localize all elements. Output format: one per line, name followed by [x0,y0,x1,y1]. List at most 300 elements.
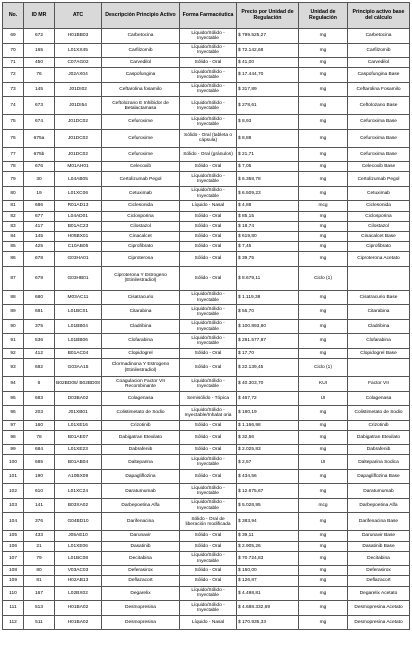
cell-forma: Líquido/Sólido - Inyectable [180,68,237,83]
cell-principio-base: Degarelix Acetato [348,586,410,601]
cell-forma: Sólido - Oral [180,359,237,377]
cell-id-mr: 376 [24,513,55,531]
cell-forma: Líquido/Sólido - Inyectable [180,97,237,115]
cell-precio: $ 40.303,70 [237,377,299,392]
cell-principio-base: Cetuximab [348,186,410,201]
cell-no: 69 [3,29,24,44]
cell-id-mr: 425 [24,242,55,252]
cell-principio-base [348,266,410,290]
cell-no: 107 [3,551,24,566]
cell-principio-activo: Cefuroxime [102,129,180,147]
cell-id-mr: 511 [24,615,55,630]
cell-id-mr: 21 [24,541,55,551]
cell-forma: Líquido/Sólido - Inyectable [180,484,237,499]
cell-principio-base: Darunavir Base [348,531,410,541]
table-row [3,406,410,421]
cell-forma: Sólido - Oral [180,266,237,290]
cell-atc: A10BX09 [55,469,102,484]
cell-id-mr: 679 [24,266,55,290]
cell-unidad: mg [299,348,348,358]
cell-precio: $ 150,00 [237,566,299,576]
cell-principio-activo: Clormadinona Y Estrogeno (Etinilestradiol) [102,359,180,377]
cell-unidad: mg [299,43,348,58]
cell-id-mr: 167 [24,586,55,601]
cell-atc: G04BD10 [55,513,102,531]
cell-id-mr: 375 [24,319,55,334]
cell-precio: $ 70.724,83 [237,551,299,566]
table-row [3,97,410,115]
cell-atc: J01DC02 [55,115,102,130]
cell-unidad: mg [299,211,348,221]
cell-principio-base: Crizotinib [348,420,410,430]
cell-atc: L01BB04 [55,319,102,334]
cell-unidad: mg [299,82,348,97]
cell-precio: $ 6.358,78 [237,172,299,187]
table-row [3,391,410,406]
cell-no: 104 [3,513,24,531]
table-row [3,231,410,241]
cell-precio: $ 17,70 [237,348,299,358]
cell-forma: Líquido/Sólido - Inyectable [180,586,237,601]
cell-atc: L01XX45 [55,43,102,58]
cell-unidad: mg [299,334,348,349]
cell-unidad: mg [299,29,348,44]
cell-precio: $ 39,75 [237,252,299,267]
cell-principio-base: Cilostazol [348,221,410,231]
cell-forma: Sólido - Oral (tableta o cápsula) [180,129,237,147]
cell-principio-base: Desmopresina Acetato [348,601,410,616]
cell-principio-base: Dasatinib Base [348,541,410,551]
table-row [3,445,410,455]
cell-forma: Líquido/Sólido - Inyectable [180,455,237,470]
table-row [3,147,410,162]
cell-id-mr: 190 [24,469,55,484]
cell-precio: $ 619,80 [237,231,299,241]
cell-forma: Líquido - Nasal [180,201,237,211]
cell-principio-activo: Dalteparina [102,455,180,470]
cell-principio-activo: Cisatracurio [102,290,180,305]
table-body [3,29,410,630]
cell-atc: B01AC04 [55,348,102,358]
cell-precio: $ 2.905,26 [237,541,299,551]
cell-principio-base: Cisatracurio Base [348,290,410,305]
cell-principio-base: Colistimetato de Sodio [348,406,410,421]
cell-id-mr: 412 [24,348,55,358]
cell-unidad: mg [299,305,348,320]
cell-atc: B01AC23 [55,221,102,231]
cell-unidad: mg [299,430,348,445]
cell-unidad: mg [299,147,348,162]
cell-unidad: mg [299,172,348,187]
cell-atc: J02AX04 [55,68,102,83]
table-row [3,82,410,97]
cell-principio-base: Darbepoetina Alfa [348,498,410,513]
cell-no: 80 [3,186,24,201]
cell-atc: G03HB01 [55,266,102,290]
table-row [3,348,410,358]
cell-forma: Líquido/Sólido - Inyectable [180,29,237,44]
cell-principio-activo: Carvedilol [102,58,180,68]
col-header-forma-farmaceutica: Forma Farmacéutica [180,3,237,29]
table-row [3,58,410,68]
cell-id-mr: 682 [24,359,55,377]
cell-precio: $ 317,89 [237,82,299,97]
cell-principio-base: Cefuroxima Base [348,129,410,147]
cell-no: 95 [3,391,24,406]
cell-precio: $ 291.577,87 [237,334,299,349]
cell-precio: $ 170.935,33 [237,615,299,630]
cell-precio: $ 1.119,38 [237,290,299,305]
cell-principio-base: Ciproterona Acetato [348,252,410,267]
cell-principio-activo: Clopidogrel [102,348,180,358]
cell-no: 106 [3,541,24,551]
cell-no: 98 [3,430,24,445]
cell-forma: Líquido/Sólido - Inyectable [180,334,237,349]
cell-principio-base: Carvedilol [348,58,410,68]
cell-atc: J01DC02 [55,129,102,147]
table-row [3,513,410,531]
cell-id-mr: 684 [24,445,55,455]
cell-atc: C07AG02 [55,58,102,68]
cell-principio-base: Desmopresina Acetato [348,615,410,630]
cell-principio-activo: Cinacalcet [102,231,180,241]
cell-id-mr: 78 [24,430,55,445]
cell-atc: J01DI54 [55,97,102,115]
cell-principio-activo: Darifenacina [102,513,180,531]
cell-unidad: mg [299,601,348,616]
cell-atc: B01AE07 [55,430,102,445]
cell-id-mr: 80 [24,566,55,576]
cell-precio: $ 2.025,83 [237,445,299,455]
cell-principio-activo: Cefuroxime [102,115,180,130]
cell-principio-base: Colagenasa [348,391,410,406]
cell-principio-activo: Dasatinib [102,541,180,551]
table-row [3,359,410,377]
table-row [3,221,410,231]
cell-forma: Sólido - Oral [180,58,237,68]
cell-principio-activo: Dabigatran Etexilato [102,430,180,445]
cell-atc: M01AH01 [55,162,102,172]
cell-forma: Sólido - Oral [180,162,237,172]
cell-id-mr: 610 [24,484,55,499]
cell-id-mr: 675b [24,147,55,162]
cell-forma: Líquido/Sólido - Inyectable [180,172,237,187]
table-row [3,455,410,470]
cell-no: 91 [3,334,24,349]
cell-forma: Sólido - Oral [180,242,237,252]
table-row [3,601,410,616]
table-row [3,252,410,267]
cell-principio-activo: Crizotinib [102,420,180,430]
table-row [3,162,410,172]
cell-precio: $ 383,94 [237,513,299,531]
cell-principio-base [348,359,410,377]
cell-atc: R01AD13 [55,201,102,211]
cell-id-mr: 160 [24,420,55,430]
cell-unidad: Ciclo (1) [299,359,348,377]
cell-atc: L04AB05 [55,172,102,187]
table-row [3,430,410,445]
cell-forma: Líquido/Sólido - Inyectable [180,377,237,392]
cell-id-mr: 686 [24,201,55,211]
cell-forma: Sólido - Oral [180,430,237,445]
cell-forma: Líquido/Sólido - Inyectable [180,43,237,58]
cell-principio-activo: Ceftarolina fosamilo [102,82,180,97]
cell-no: 88 [3,290,24,305]
cell-no: 74 [3,97,24,115]
cell-precio: $ 55,70 [237,305,299,320]
cell-no: 94 [3,377,24,392]
table-row [3,68,410,83]
cell-atc: J01XB01 [55,406,102,421]
cell-precio: $ 7,05 [237,162,299,172]
cell-principio-base: Cladribina [348,319,410,334]
cell-forma: Sólido - Oral [180,231,237,241]
cell-atc: L01BB06 [55,334,102,349]
cell-unidad: mcg [299,201,348,211]
cell-principio-activo: Desmopresina [102,615,180,630]
cell-principio-base: Caspofungina Base [348,68,410,83]
cell-principio-activo: Carfilzomib [102,43,180,58]
cell-no: 112 [3,615,24,630]
cell-id-mr: 680 [24,290,55,305]
cell-principio-activo: Dapagliflozina [102,469,180,484]
cell-forma: Sólido - Oral [180,531,237,541]
cell-precio: $ 126,87 [237,576,299,586]
cell-principio-base: Ciclosporina [348,211,410,221]
cell-id-mr: 203 [24,406,55,421]
cell-principio-base: Deferasirox [348,566,410,576]
cell-precio: $ 799.525,27 [237,29,299,44]
cell-principio-base: Daratumumab [348,484,410,499]
cell-precio: $ 18,74 [237,221,299,231]
table-row [3,541,410,551]
cell-precio: $ 5.028,95 [237,498,299,513]
table-row [3,531,410,541]
cell-principio-activo: Ciproterona [102,252,180,267]
cell-no: 99 [3,445,24,455]
cell-id-mr: 417 [24,221,55,231]
table-row [3,576,410,586]
cell-atc: H02AB13 [55,576,102,586]
price-regulation-table [2,2,410,630]
cell-no: 97 [3,420,24,430]
cell-principio-activo: Decitabina [102,551,180,566]
cell-no: 93 [3,359,24,377]
cell-no: 100 [3,455,24,470]
cell-unidad: mg [299,615,348,630]
col-header-unidad: Unidad de Regulación [299,3,348,29]
cell-id-mr: 674 [24,115,55,130]
table-row [3,290,410,305]
cell-no: 109 [3,576,24,586]
cell-unidad: mg [299,469,348,484]
cell-atc: J05AE10 [55,531,102,541]
cell-precio: $ 4.688.332,69 [237,601,299,616]
table-row [3,334,410,349]
cell-principio-activo: Cilostazol [102,221,180,231]
cell-principio-activo: Deferasirox [102,566,180,576]
cell-principio-base: Deflazacort [348,576,410,586]
cell-forma: Sólido - Oral (gránulos) [180,147,237,162]
cell-principio-base: Clofarabina [348,334,410,349]
cell-principio-activo: Darbepoetina Alfa [102,498,180,513]
cell-principio-activo: Carbetocina [102,29,180,44]
cell-principio-activo: Cefuroxime [102,147,180,162]
cell-atc: L01XC06 [55,186,102,201]
cell-id-mr: 76 [24,68,55,83]
cell-forma: Sólido - Oral [180,221,237,231]
table-row [3,420,410,430]
cell-principio-base: Clopidogrel Base [348,348,410,358]
cell-atc: H01BA02 [55,615,102,630]
cell-id-mr: 513 [24,601,55,616]
cell-atc: L04AD01 [55,211,102,221]
cell-principio-activo: Ciclesonida [102,201,180,211]
cell-id-mr: 145 [24,231,55,241]
cell-unidad: mg [299,68,348,83]
cell-principio-base: Celecoxib Base [348,162,410,172]
cell-principio-activo: Ceftolozano E Inhibidor de Betalactamasa [102,97,180,115]
cell-forma: Sólido - Oral de liberación modificada [180,513,237,531]
cell-precio: $ 72.142,68 [237,43,299,58]
cell-no: 81 [3,201,24,211]
cell-id-mr: 19 [24,186,55,201]
cell-no: 108 [3,566,24,576]
cell-precio: $ 1.166,98 [237,420,299,430]
cell-atc: B02BD05/ B02BD08 [55,377,102,392]
cell-no: 92 [3,348,24,358]
cell-precio: $ 180,19 [237,406,299,421]
cell-forma: Sólido - Oral [180,541,237,551]
cell-forma: Sólido - Oral [180,469,237,484]
cell-atc: L02BX02 [55,586,102,601]
cell-precio: $ 32,56 [237,430,299,445]
cell-atc: J01DI02 [55,82,102,97]
cell-no: 82 [3,211,24,221]
cell-forma: Sólido - Oral [180,211,237,221]
cell-forma: Líquido/Sólido - Inyectable/Inhalat oria [180,406,237,421]
cell-no: 102 [3,484,24,499]
cell-unidad: mg [299,445,348,455]
cell-principio-base: Dapagliflozina Base [348,469,410,484]
cell-principio-base: Certolizumab Pegol [348,172,410,187]
col-header-no: No. [3,3,24,29]
cell-unidad: mg [299,115,348,130]
cell-atc: H01BB03 [55,29,102,44]
cell-id-mr: 141 [24,498,55,513]
cell-unidad: mg [299,541,348,551]
table-row [3,305,410,320]
cell-no: 103 [3,498,24,513]
cell-unidad: mg [299,162,348,172]
cell-id-mr: 433 [24,531,55,541]
cell-no: 71 [3,58,24,68]
cell-atc: L01BC08 [55,551,102,566]
cell-unidad: mg [299,420,348,430]
cell-precio: $ 278,61 [237,97,299,115]
cell-precio: $ 467,72 [237,391,299,406]
cell-unidad: mg [299,231,348,241]
cell-forma: Sólido - Oral [180,420,237,430]
cell-principio-base: Cefuroxima Base [348,147,410,162]
cell-principio-activo: Citarabina [102,305,180,320]
cell-forma: Sólido - Oral [180,566,237,576]
cell-unidad: KUI [299,377,348,392]
cell-no: 89 [3,305,24,320]
cell-id-mr: 673 [24,97,55,115]
cell-principio-activo: Ciclosporina [102,211,180,221]
cell-principio-activo: Desmopresina [102,601,180,616]
cell-atc: M03AC11 [55,290,102,305]
cell-no: 85 [3,242,24,252]
cell-id-mr: 165 [24,43,55,58]
cell-atc: J01DC02 [55,147,102,162]
cell-unidad: mg [299,566,348,576]
cell-precio: $ 39,11 [237,531,299,541]
cell-no: 70 [3,43,24,58]
col-header-id-mr: ID MR [24,3,55,29]
cell-atc: L01XE16 [55,420,102,430]
cell-unidad: mg [299,406,348,421]
cell-principio-base: Carfilzomib [348,43,410,58]
cell-precio: $ 4.498,81 [237,586,299,601]
cell-forma: Sólido - Oral [180,445,237,455]
cell-atc: L01XE23 [55,445,102,455]
col-header-principio-activo: Descripción Principio Activo [102,3,180,29]
cell-no: 96 [3,406,24,421]
cell-precio: $ 434,56 [237,469,299,484]
cell-principio-base: Citarabina [348,305,410,320]
cell-id-mr: 681 [24,305,55,320]
cell-forma: Líquido/Sólido - Inyectable [180,601,237,616]
cell-forma: Líquido - Nasal [180,615,237,630]
cell-id-mr: 675a [24,129,55,147]
cell-no: 86 [3,252,24,267]
cell-precio: $ 22.139,45 [237,359,299,377]
table-row [3,201,410,211]
table-row [3,566,410,576]
cell-principio-activo: Certolizumab Pegol [102,172,180,187]
table-header-row [3,3,410,29]
cell-no: 83 [3,221,24,231]
cell-no: 77 [3,147,24,162]
cell-forma: Sólido - Oral [180,252,237,267]
cell-principio-base: Darifenacina Base [348,513,410,531]
cell-forma: Líquido/Sólido - Inyectable [180,319,237,334]
cell-precio: $ 85,15 [237,211,299,221]
cell-precio: $ 2,57 [237,455,299,470]
cell-atc: G03HA01 [55,252,102,267]
cell-principio-activo: Caspofungina [102,68,180,83]
cell-id-mr: 536 [24,334,55,349]
cell-id-mr: 6 [24,377,55,392]
cell-unidad: mg [299,186,348,201]
cell-id-mr: 145 [24,82,55,97]
cell-principio-base: Dalteparina Sodica [348,455,410,470]
cell-precio: $ 7,45 [237,242,299,252]
table-row [3,115,410,130]
table-row [3,615,410,630]
cell-principio-base: Ceftarolina Fosamilo [348,82,410,97]
cell-principio-base: Decitabina [348,551,410,566]
cell-principio-activo: Cladribina [102,319,180,334]
cell-id-mr: 672 [24,29,55,44]
cell-principio-activo: Cetuximab [102,186,180,201]
cell-principio-activo: Ciprofibrato [102,242,180,252]
cell-principio-base: Ciclesonida [348,201,410,211]
cell-atc: H01BA02 [55,601,102,616]
